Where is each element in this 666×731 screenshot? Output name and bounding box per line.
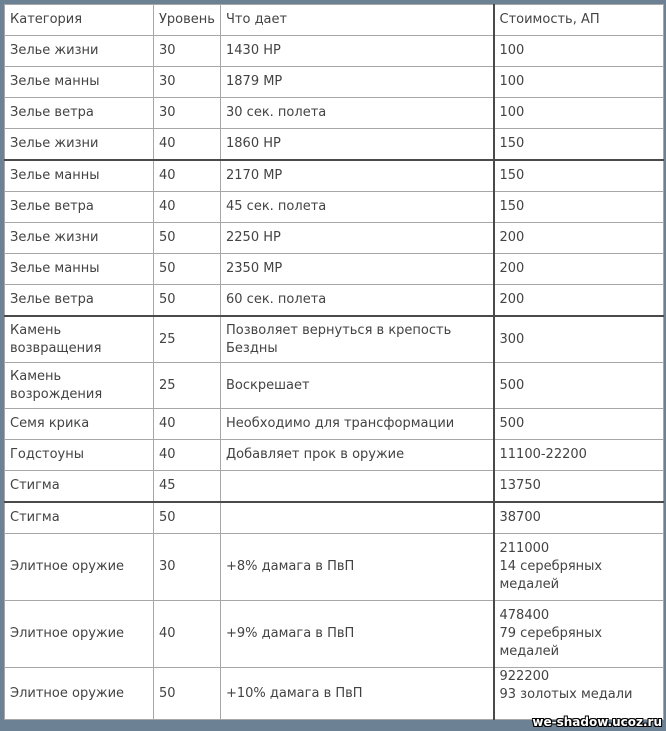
cell-category: Элитное оружие — [5, 601, 154, 668]
header-level: Уровень — [154, 5, 221, 36]
cell-cost — [494, 440, 664, 471]
cell-effect: 2350 MP — [221, 254, 494, 285]
table-row — [5, 36, 664, 67]
cell-effect: 1860 HP — [221, 129, 494, 161]
table-row — [5, 254, 664, 285]
cell-cost — [494, 160, 664, 192]
cell-level: 40 — [154, 440, 221, 471]
cost-line: 200 — [499, 230, 525, 245]
table-row — [5, 160, 664, 192]
cost-line: 500 — [499, 416, 525, 431]
cell-cost — [494, 502, 664, 534]
cost-line: 11100-22200 — [499, 447, 587, 462]
cell-category: Зелье жизни — [5, 223, 154, 254]
cell-level: 30 — [154, 67, 221, 98]
cell-effect: Воскрешает — [221, 363, 494, 409]
cell-category: Зелье манны — [5, 67, 154, 98]
cell-cost — [494, 67, 664, 98]
cell-category: Элитное оружие — [5, 534, 154, 601]
cell-cost — [494, 192, 664, 223]
cell-effect: 60 сек. полета — [221, 285, 494, 317]
cell-category: Зелье ветра — [5, 98, 154, 129]
cell-cost — [494, 363, 664, 409]
cell-category: Зелье жизни — [5, 129, 154, 161]
cost-line: 300 — [499, 331, 525, 347]
cell-cost — [494, 285, 664, 317]
table-row — [5, 285, 664, 317]
cost-line: 478400 — [499, 608, 550, 623]
watermark: we-shadow.ucoz.ru — [532, 715, 662, 729]
header-row — [5, 5, 664, 36]
cell-level: 50 — [154, 502, 221, 534]
cell-cost — [494, 409, 664, 440]
cell-category: Элитное оружие — [5, 668, 154, 720]
cost-line: 211000 — [499, 541, 550, 556]
cell-category: Стигма — [5, 471, 154, 503]
header-effect: Что дает — [221, 5, 494, 36]
table-row — [5, 192, 664, 223]
cost-line: 922200 — [499, 669, 550, 684]
table-row — [5, 601, 664, 668]
cell-effect: 30 сек. полета — [221, 98, 494, 129]
cell-effect: 2170 MP — [221, 160, 494, 192]
cell-level: 40 — [154, 192, 221, 223]
cell-effect — [221, 471, 494, 503]
cost-line: 500 — [499, 377, 525, 393]
cell-effect: Необходимо для трансформации — [221, 409, 494, 440]
cell-level: 50 — [154, 285, 221, 317]
table-row — [5, 534, 664, 601]
cost-line: 200 — [499, 261, 525, 276]
cell-category: Зелье ветра — [5, 192, 154, 223]
cell-level: 25 — [154, 363, 221, 409]
cell-level: 50 — [154, 223, 221, 254]
cell-effect: Позволяет вернуться в крепость Бездны — [221, 316, 494, 363]
cell-level: 50 — [154, 668, 221, 720]
cost-line: 13750 — [499, 478, 541, 493]
cell-category: Камень возрождения — [5, 363, 154, 409]
cell-level: 40 — [154, 129, 221, 161]
cost-line: 150 — [499, 168, 525, 183]
cell-level: 25 — [154, 316, 221, 363]
cell-effect: +8% дамага в ПвП — [221, 534, 494, 601]
header-cost: Стоимость, АП — [494, 5, 664, 36]
table-row — [5, 316, 664, 363]
cell-level: 30 — [154, 534, 221, 601]
cost-line: 200 — [499, 292, 525, 307]
cell-effect: Добавляет прок в оружие — [221, 440, 494, 471]
cell-level: 30 — [154, 36, 221, 67]
cell-category: Зелье манны — [5, 160, 154, 192]
cell-cost — [494, 471, 664, 503]
table-row — [5, 98, 664, 129]
cost-line: 150 — [499, 136, 525, 151]
cost-line: 93 золотых медали — [499, 687, 633, 702]
cell-cost — [494, 316, 664, 363]
cell-level: 45 — [154, 471, 221, 503]
cell-effect — [221, 502, 494, 534]
cost-line: 38700 — [499, 510, 541, 525]
cell-level: 40 — [154, 601, 221, 668]
table-row — [5, 67, 664, 98]
cell-cost — [494, 254, 664, 285]
cell-category: Зелье манны — [5, 254, 154, 285]
cell-category: Зелье ветра — [5, 285, 154, 317]
cost-line: 100 — [499, 105, 525, 120]
cost-line: 100 — [499, 74, 525, 89]
table-row — [5, 668, 664, 720]
table-row — [5, 471, 664, 503]
cell-effect: 1879 MP — [221, 67, 494, 98]
cell-cost — [494, 36, 664, 67]
cell-level: 40 — [154, 160, 221, 192]
cell-level: 50 — [154, 254, 221, 285]
table-row — [5, 409, 664, 440]
cell-category: Зелье жизни — [5, 36, 154, 67]
cell-category: Семя крика — [5, 409, 154, 440]
cell-cost — [494, 601, 664, 668]
cell-level: 40 — [154, 409, 221, 440]
cell-level: 30 — [154, 98, 221, 129]
cell-category: Камень возвращения — [5, 316, 154, 363]
cell-effect: 45 сек. полета — [221, 192, 494, 223]
table-row — [5, 440, 664, 471]
cost-line: 79 серебряных медалей — [499, 626, 603, 659]
cell-cost — [494, 534, 664, 601]
cost-line: 100 — [499, 43, 525, 58]
cost-line: 14 серебряных медалей — [499, 559, 603, 592]
cell-effect: +10% дамага в ПвП — [221, 668, 494, 720]
table-row — [5, 129, 664, 161]
cell-category: Стигма — [5, 502, 154, 534]
cell-cost — [494, 129, 664, 161]
cost-line: 150 — [499, 199, 525, 214]
table-row — [5, 223, 664, 254]
cell-effect: 1430 HP — [221, 36, 494, 67]
price-table — [4, 4, 664, 720]
cell-cost — [494, 98, 664, 129]
table-row — [5, 363, 664, 409]
cell-cost — [494, 223, 664, 254]
table-row — [5, 502, 664, 534]
header-category: Категория — [5, 5, 154, 36]
cell-cost — [494, 668, 664, 720]
cell-effect: +9% дамага в ПвП — [221, 601, 494, 668]
cell-effect: 2250 HP — [221, 223, 494, 254]
cell-category: Годстоуны — [5, 440, 154, 471]
